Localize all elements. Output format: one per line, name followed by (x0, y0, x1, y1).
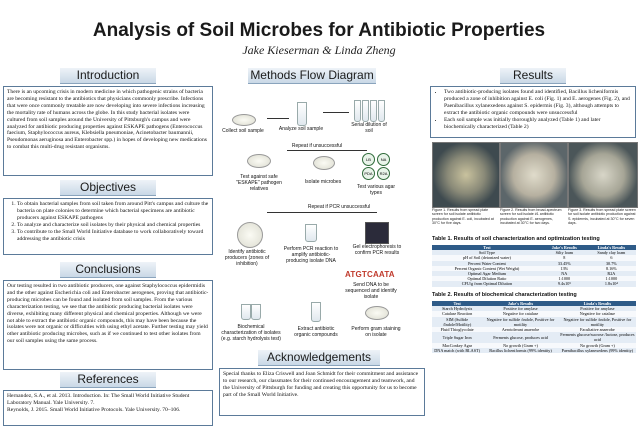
table-cell: Aerotolerant anaerobe (482, 327, 558, 332)
table-cell: 9.4x10⁵ (542, 281, 587, 286)
table-cell: Facultative anaerobe (559, 327, 636, 332)
table-header-cell: Test (432, 245, 542, 250)
agar-lb: LB (362, 153, 375, 166)
table-cell: 1.8x10⁴ (587, 281, 636, 286)
objective-item: 1. To obtain bacterial samples from soil taken from around Pitt's campus and culture the bacteria on plate colonies to determine which bacterial specimens are antibiotic producers against ESKAPE pathogens (17, 201, 209, 222)
methods-heading: Methods Flow Diagram (248, 68, 376, 84)
table-cell: Ferments glucose/sucrose /lactose, produces acid (560, 332, 635, 343)
extract-flask-icon (311, 302, 321, 322)
objective-item: 2. To analyze and characterize soil isolates by their physical and chemical properties (17, 222, 209, 229)
flow-serial: Serial dilution of soil (351, 122, 387, 134)
poster-authors: Jake Kieserman & Linda Zheng (242, 43, 396, 57)
table-cell: Negative for sulfide /indole, Positive for motility (559, 317, 636, 327)
conclusions-heading: Conclusions (60, 262, 156, 278)
flow-test-safe: Test against safe "ESKAPE" pathogen relatives (236, 174, 282, 192)
table-cell: 6 (587, 255, 636, 260)
table-cell: Paenibacillus xylanexedens (99% identity) (559, 348, 636, 353)
table-cell: R2A (587, 271, 636, 276)
table-cell: DNA match (with BLAST) (432, 348, 482, 353)
flow-send: Send DNA to be sequenced and identify isolate (345, 282, 397, 300)
flow-gel: Gel electrophoresis to confirm PCR results (352, 244, 402, 256)
table-1 (432, 245, 636, 287)
table-header-cell: Linda's Results (587, 245, 636, 250)
dna-sequence: ATGTCAATA (345, 270, 395, 279)
methods-diagram (217, 86, 427, 344)
reference-item: Hernandez, S.A., et al. 2013. Introduction. In: The Small World Initiative Student Laboratory Manual. Yale University. 7. (7, 393, 190, 406)
table-header-cell: Test (432, 301, 482, 306)
acknowledgements-text: Special thanks to Eliza Criswell and Joan Schmidt for their commitment and assistance to our research, our classmates for their continued encouragement and teamwork, and the University of Pittsburgh for funding and creating this opportunity for us to become part of the Small World Initiative. (223, 371, 419, 398)
table-2-title: Table 2. Results of biochemical characterization testing (432, 292, 577, 298)
table-cell: No growth (Gram +) (559, 343, 636, 348)
agar-r2a: R2A (377, 167, 390, 180)
table-2 (432, 301, 636, 353)
arrow-icon (287, 150, 367, 151)
figure-2-image (500, 142, 568, 208)
introduction-box (3, 86, 213, 176)
flow-identify: Identify antibiotic producers (zones of inhibition) (224, 249, 270, 267)
table-cell: Sandy clay loam (587, 250, 636, 255)
table-cell: Percent Organic Content (Wet Weight) (432, 266, 542, 271)
table-cell: MacConkey Agar (432, 343, 482, 348)
results-box (430, 86, 636, 138)
figure-1-caption: Figure 1. Results from spread plate screen for soil isolate antibiotic production against E. coli, incubated at 30°C for five days. (432, 208, 494, 226)
references-heading: References (60, 372, 156, 388)
table-row (432, 317, 636, 327)
acknowledgements-heading: Acknowledgements (258, 350, 380, 366)
table-cell: Optimal Dilution Ratio (432, 276, 542, 281)
table-cell: Negative for sulfide /indole, Positive for motility (482, 317, 558, 327)
table-cell: Starch Hydrolysis (432, 306, 482, 311)
biochem-tube-icon (251, 304, 261, 320)
table-cell: 1:1000 (587, 276, 636, 281)
table-cell: Soil Type (432, 250, 542, 255)
biochem-tube-icon (241, 304, 251, 320)
table-cell: Bacillus licheniformis (99% identity) (482, 348, 558, 353)
agar-pda: PDA (362, 167, 375, 180)
dilution-tube-icon (354, 100, 361, 122)
isolate-dish-icon (313, 156, 335, 170)
table-header-cell: Linda's Results (559, 301, 636, 306)
introduction-text: There is an upcoming crisis in modern medicine in which pathogenic strains of bacteria are becoming resistant to the antibiotics that physicians commonly prescribe. Infections that were once commonly treatable are now developing into severe infections increasing the mortality rate of humans across the globe. In this study bacterial isolates were cultured from soil samples around the University of Pittsburgh's campus and were analyzed for antibiotic producing properties against ESKAPE pathogens (Enterococcus faecium, Staphylococcus aureus, Klebsiella pneumoniae, Acinetobacter baumannii, Pseudomonas aeruginosa and Enterobacter spp.) in hopes of developing new medications to combat this multi-drug resistant organisms. (7, 89, 207, 151)
soil-dish-icon (232, 114, 256, 126)
conclusions-box (3, 280, 213, 370)
table-cell: Positive for amylase (559, 306, 636, 311)
flow-repeat2: Repeat if PCR unsuccessful (307, 204, 371, 210)
table-cell: Negative for catalase (559, 311, 636, 316)
table-row (432, 332, 636, 342)
table-1-title: Table 1. Results of soil characterization and optimization testing (432, 236, 600, 242)
gel-icon (365, 222, 389, 244)
dilution-tube-icon (370, 100, 377, 122)
flow-gram: Perform gram staining on isolate (351, 326, 401, 338)
flow-collect: Collect soil sample (222, 128, 264, 134)
table-cell: Positive for amylase (482, 306, 558, 311)
arrow-icon (267, 118, 289, 119)
table-cell: Fluid Thioglycolate (432, 327, 482, 332)
table-cell: Optimal Agar Medium (432, 271, 542, 276)
table-cell: Catalase Reaction (432, 311, 482, 316)
table-cell: pH of Soil (deionized water) (432, 255, 542, 260)
references-box (3, 390, 213, 426)
table-cell: Silty loam (542, 250, 587, 255)
dilution-tube-icon (362, 100, 369, 122)
table-row (432, 281, 636, 286)
results-bullet: • Each soil sample was initially thoroughly analyzed (Table 1) and later biochemically characterized (Table 2) (444, 117, 632, 131)
objectives-heading: Objectives (60, 180, 156, 196)
dilution-tube-icon (378, 100, 385, 122)
table-cell: Ferments glucose, produces acid (482, 332, 558, 342)
gram-stain-icon (365, 306, 389, 320)
table-header-cell: Jake's Results (482, 301, 558, 306)
table-cell: No growth (Gram +) (482, 343, 558, 348)
flow-biochem: Biochemical characterization of isolates (e.g. starch hydrolysis test) (221, 324, 281, 342)
arrow-icon (323, 112, 349, 113)
results-heading: Results (500, 68, 566, 84)
table-cell: NA (542, 271, 587, 276)
poster-title: Analysis of Soil Microbes for Antibiotic Properties (92, 20, 546, 41)
table-cell: 8.16% (587, 266, 636, 271)
agar-na: NA (377, 153, 390, 166)
figure-3-caption: Figure 3. Results from spread plate screen for soil isolate antibiotic production against S. epidermis, incubated at 30°C for seven days. (568, 208, 636, 226)
reference-item: Reynolds, J. 2015. Small World Initiative Protocols. Yale University. 70–106. (7, 406, 181, 413)
test-dish-icon (247, 154, 271, 168)
flow-repeat1: Repeat if unsuccessful (291, 143, 343, 149)
flow-isolate: Isolate microbes (304, 179, 342, 185)
flow-pcr: Perform PCR reaction to amplify antibiotic-producing isolate DNA (283, 246, 339, 264)
table-row (432, 348, 636, 353)
introduction-heading: Introduction (60, 68, 156, 84)
table-cell: SIM (Sulfide /Indole/Motility) (432, 317, 482, 327)
objective-item: 3. To contribute to the Small World Initiative database to work collaboratively toward addressing the antibiotic crisis (17, 229, 209, 243)
table-cell: 13% (542, 266, 587, 271)
table-row (432, 311, 636, 316)
table-cell: CFU/g from Optimal Dilution (432, 281, 542, 286)
table-cell: 33.45% (542, 261, 587, 266)
table-cell: Triple Sugar Iron (432, 332, 482, 342)
flow-extract: Extract antibiotic organic compounds (294, 326, 338, 338)
table-cell: 8 (542, 255, 587, 260)
soil-tube-icon (297, 102, 307, 126)
figure-2-caption: Figure 2. Results from broad-spectrum screen for soil isolate #1 antibiotic production against E. aerogenes, incubated at 30°C for two days. (500, 208, 562, 226)
table-cell: Percent Water Content (432, 261, 542, 266)
table-header-cell: Jake's Results (542, 245, 587, 250)
objectives-box (3, 198, 213, 255)
acknowledgements-box (219, 368, 425, 416)
flow-analyze: Analyze soil sample (278, 126, 324, 132)
table-cell: 30.7% (587, 261, 636, 266)
results-bullet: • Two antibiotic-producing isolates found and identified, Bacillus licheniformis produced a zone of inhibition against E. coli (Fig. 1) and E. aerogenes (Fig. 2), and Paenibacillus xylanexedens against S. epidermis (Fig. 3), although attempts to extract the antibiotic organic compounds were unsuccessful (444, 89, 632, 117)
table-cell: Negative for catalase (482, 311, 558, 316)
pcr-tube-icon (305, 224, 317, 242)
conclusions-text: Our testing resulted in two antibiotic producers, one against Staphylococcus epidermidis and the other against Escherichia coli and Enterobacter aerogenes, proving that antibiotic-producing microbes can be found and isolated from soil samples. From the various characterization testing, we see that the antibiotic producing bacterial isolates were diverse, exhibiting many different physical and chemical properties. Although we were not able to extract the antibiotic organic compounds, this may have been because the isolates were not organic or difficulties with using ethyl acetate. Further testing may yield other antibiotic producing microbes, such as if we continued to test other isolates from our soil samples using the same process. (7, 283, 209, 345)
table-cell: 1:1000 (542, 276, 587, 281)
inhibition-dish-icon (237, 222, 263, 248)
figure-1-image (432, 142, 500, 208)
arrow-icon (267, 212, 377, 213)
figure-3-image (568, 142, 638, 208)
flow-test-strains: Test various agar types (356, 184, 396, 196)
